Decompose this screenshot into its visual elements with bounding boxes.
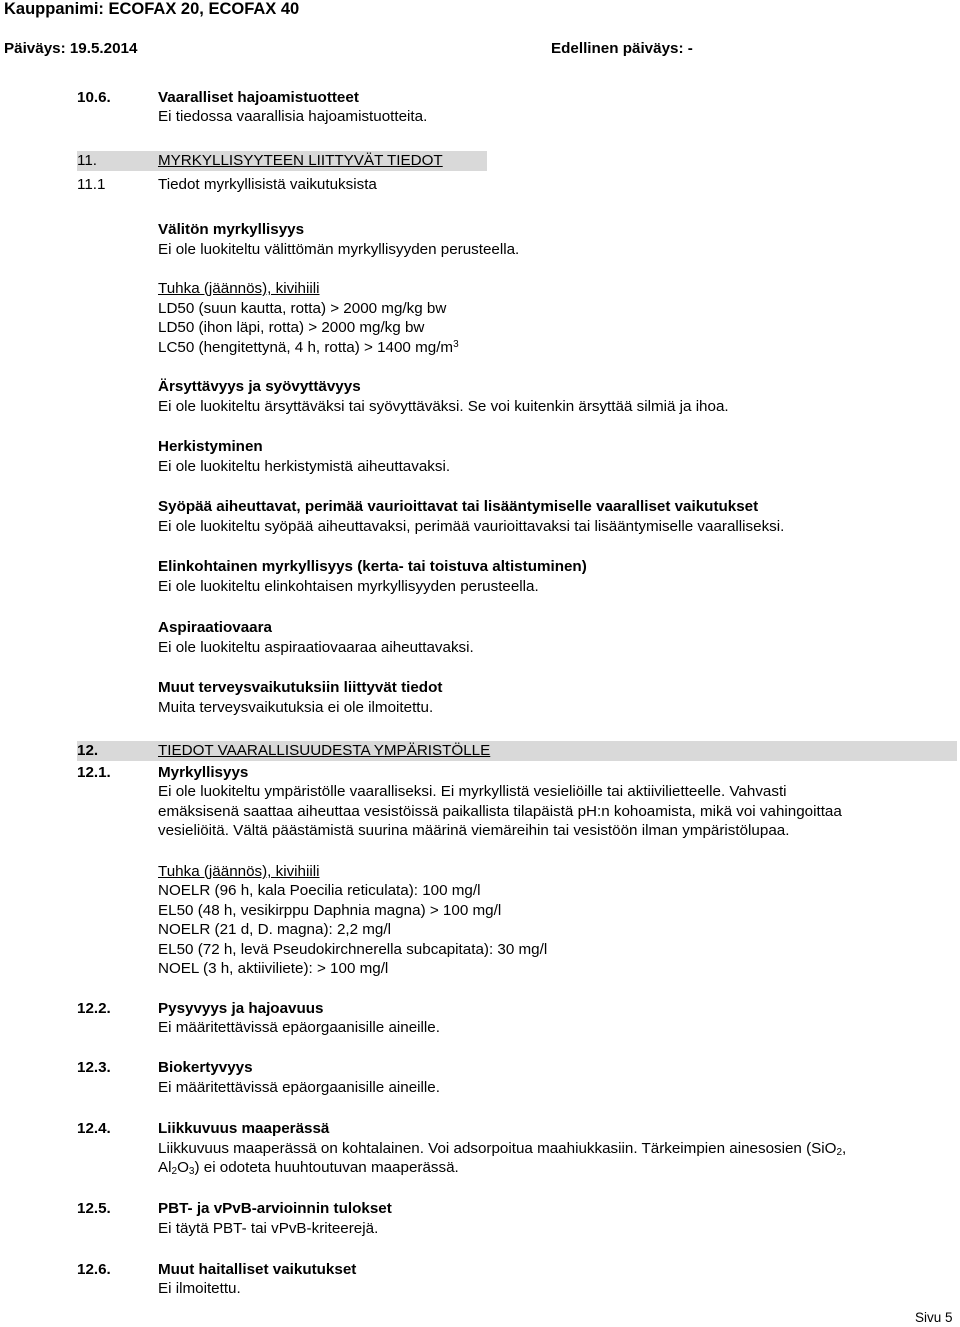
section-12-title: TIEDOT VAARALLISUUDESTA YMPÄRISTÖLLE — [158, 742, 491, 759]
ld50-dermal: LD50 (ihon läpi, rotta) > 2000 mg/kg bw — [158, 319, 425, 336]
section-12-5-title: PBT- ja vPvB-arvioinnin tulokset — [158, 1200, 392, 1217]
lc50-inhalation: LC50 (hengitettynä, 4 h, rotta) > 1400 $mg/m^3$ — [158, 339, 459, 356]
product-name: Kauppanimi: ECOFAX 20, ECOFAX 40 — [4, 0, 300, 18]
aspiration-heading: Aspiraatiovaara — [158, 619, 272, 636]
ecotox-value-3: NOELR (21 d, D. magna): 2,2 mg/l — [158, 921, 391, 938]
section-11-1-number: 11.1 — [77, 176, 106, 193]
section-12-heading-bar — [77, 741, 957, 761]
section-12-3-number: 12.3. — [77, 1059, 111, 1076]
section-12-4-title: Liikkuvuus maaperässä — [158, 1120, 330, 1137]
mobility-text-line-2: $Al_2O_3$) ei odoteta huuhtoutuvan maaperässä. — [158, 1159, 459, 1177]
aspiration-text: Ei ole luokiteltu aspiraatiovaaraa aiheuttavaksi. — [158, 639, 474, 656]
section-11-heading-bar — [77, 151, 487, 171]
section-12-4-number: 12.4. — [77, 1120, 111, 1137]
other-effects-text: Muita terveysvaikutuksia ei ole ilmoitettu. — [158, 699, 434, 716]
issue-date: Päiväys: 19.5.2014 — [4, 40, 138, 57]
section-12-3-text: Ei määritettävissä epäorgaanisille aineille. — [158, 1079, 440, 1096]
stot-text: Ei ole luokiteltu elinkohtaisen myrkyllisyyden perusteella. — [158, 578, 539, 595]
section-12-6-number: 12.6. — [77, 1261, 111, 1278]
section-12-6-title: Muut haitalliset vaikutukset — [158, 1261, 357, 1278]
section-10-6-text: Ei tiedossa vaarallisia hajoamistuotteita. — [158, 108, 428, 125]
cmr-heading: Syöpää aiheuttavat, perimää vaurioittavat tai lisääntymiselle vaaralliset vaikutukset — [158, 498, 759, 515]
mobility-text-line-1: Liikkuvuus maaperässä on kohtalainen. Voi adsorpoitua maahiukkasiin. Tärkeimpien ainesosien (SiO$_2$, — [158, 1140, 847, 1158]
section-12-1-title: Myrkyllisyys — [158, 764, 249, 781]
ecotox-value-5: NOEL (3 h, aktiiviliete): > 100 mg/l — [158, 960, 389, 977]
section-12-1-number: 12.1. — [77, 764, 111, 781]
irritation-heading: Ärsyttävyys ja syövyttävyys — [158, 378, 361, 395]
sensitisation-heading: Herkistyminen — [158, 438, 263, 455]
eco-substance-name: Tuhka (jäännös), kivihiili — [158, 863, 320, 880]
substance-name: Tuhka (jäännös), kivihiili — [158, 280, 320, 297]
other-effects-heading: Muut terveysvaikutuksiin liittyvät tiedot — [158, 679, 443, 696]
section-11-1-title: Tiedot myrkyllisistä vaikutuksista — [158, 176, 377, 193]
section-12-2-text: Ei määritettävissä epäorgaanisille aineille. — [158, 1019, 440, 1036]
section-11-number: 11. — [77, 152, 97, 169]
section-10-6-title: Vaaralliset hajoamistuotteet — [158, 89, 359, 106]
ecotox-value-2: EL50 (48 h, vesikirppu Daphnia magna) > 100 mg/l — [158, 902, 502, 919]
ecotox-value-4: EL50 (72 h, levä Pseudokirchnerella subcapitata): 30 mg/l — [158, 941, 548, 958]
page-number: Sivu 5 — [915, 1310, 953, 1325]
toxicity-text-line-1: Ei ole luokiteltu ympäristölle vaaralliseksi. Ei myrkyllistä vesieliöille tai aktiivilietteelle. Vahvasti — [158, 783, 787, 800]
toxicity-text-line-2: emäksisenä saattaa aiheuttaa vesistöissä paikallista tilapäistä pH:n kohoamista, mikä voi vahingoittaa — [158, 803, 842, 820]
ld50-oral: LD50 (suun kautta, rotta) > 2000 mg/kg bw — [158, 300, 447, 317]
section-12-5-number: 12.5. — [77, 1200, 111, 1217]
ecotox-value-1: NOELR (96 h, kala Poecilia reticulata): 100 mg/l — [158, 882, 481, 899]
irritation-text: Ei ole luokiteltu ärsyttäväksi tai syövyttäväksi. Se voi kuitenkin ärsyttää silmiä ja ihoa. — [158, 398, 729, 415]
section-12-6-text: Ei ilmoitettu. — [158, 1280, 241, 1297]
section-12-3-title: Biokertyvyys — [158, 1059, 253, 1076]
sensitisation-text: Ei ole luokiteltu herkistymistä aiheuttavaksi. — [158, 458, 451, 475]
stot-heading: Elinkohtainen myrkyllisyys (kerta- tai toistuva altistuminen) — [158, 558, 587, 575]
section-11-title: MYRKYLLISYYTEEN LIITTYVÄT TIEDOT — [158, 152, 443, 169]
acute-toxicity-text: Ei ole luokiteltu välittömän myrkyllisyyden perusteella. — [158, 241, 520, 258]
section-12-number: 12. — [77, 742, 99, 759]
section-12-2-number: 12.2. — [77, 1000, 111, 1017]
section-10-6-number: 10.6. — [77, 89, 111, 106]
acute-toxicity-heading: Välitön myrkyllisyys — [158, 221, 305, 238]
section-12-2-title: Pysyvyys ja hajoavuus — [158, 1000, 324, 1017]
cmr-text: Ei ole luokiteltu syöpää aiheuttavaksi, perimää vaurioittavaksi tai lisääntymiselle vaaralliseksi. — [158, 518, 785, 535]
toxicity-text-line-3: vesieliöitä. Vältä päästämistä suurina määrinä viemäreihin tai vesistöön ilman ympäristölupaa. — [158, 822, 790, 839]
section-12-5-text: Ei täytä PBT- tai vPvB-kriteerejä. — [158, 1220, 379, 1237]
previous-date: Edellinen päiväys: - — [551, 40, 693, 57]
